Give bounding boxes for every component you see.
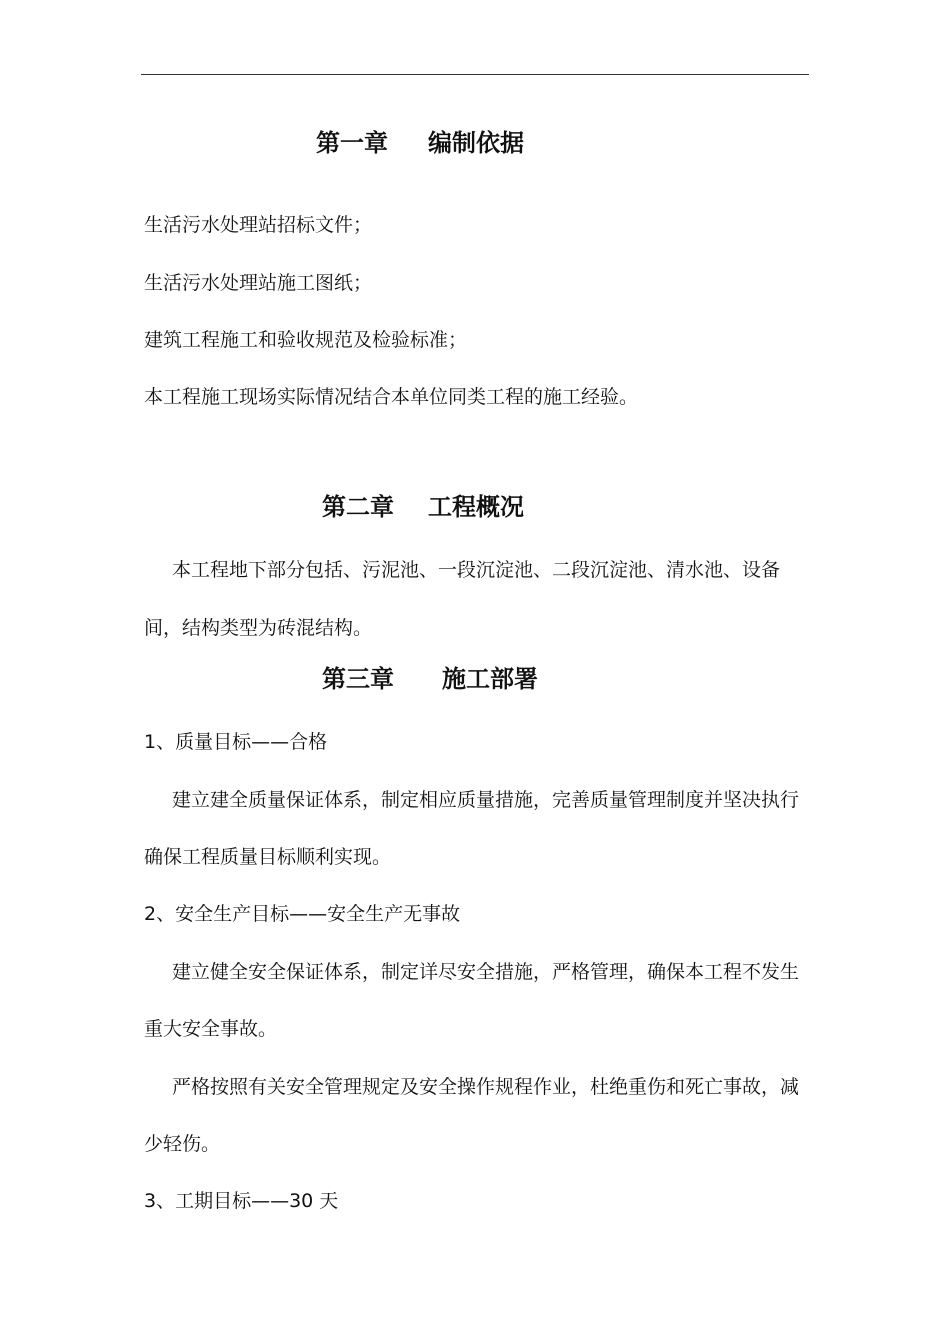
overview-line-1: 本工程地下部分包括、污泥池、一段沉淀池、二段沉淀池、清水池、设备	[172, 559, 781, 581]
safety-p1-line-1: 建立健全安全保证体系，制定详尽安全措施，严格管理，确保本工程不发生	[172, 961, 800, 983]
schedule-heading: 3、工期目标——30 天	[144, 1190, 339, 1212]
safety-p1-line-2: 重大安全事故。	[144, 1018, 278, 1040]
basis-item-2: 生活污水处理站施工图纸；	[144, 272, 373, 294]
header-rule	[141, 74, 809, 75]
chapter-1-heading	[316, 127, 524, 159]
chapter-1-label: 第一章	[316, 129, 388, 157]
chapter-3-heading	[322, 663, 538, 695]
quality-line-2: 确保工程质量目标顺利实现。	[144, 846, 392, 868]
basis-item-3: 建筑工程施工和验收规范及检验标准；	[144, 329, 468, 351]
safety-heading: 2、安全生产目标——安全生产无事故	[144, 903, 461, 925]
safety-p2-line-2: 少轻伤。	[144, 1133, 221, 1155]
basis-item-4: 本工程施工现场实际情况结合本单位同类工程的施工经验。	[144, 386, 639, 408]
chapter-3-title: 施工部署	[442, 665, 538, 693]
overview-line-2: 间，结构类型为砖混结构。	[144, 617, 373, 639]
quality-line-1: 建立建全质量保证体系，制定相应质量措施，完善质量管理制度并坚决执行	[172, 789, 800, 811]
chapter-2-heading	[322, 491, 524, 523]
safety-p2-line-1: 严格按照有关安全管理规定及安全操作规程作业，杜绝重伤和死亡事故，减	[172, 1076, 800, 1098]
chapter-1-title: 编制依据	[428, 129, 524, 157]
basis-item-1: 生活污水处理站招标文件；	[144, 214, 373, 236]
quality-heading: 1、质量目标——合格	[144, 731, 328, 753]
chapter-2-title: 工程概况	[428, 493, 524, 521]
chapter-2-label: 第二章	[322, 493, 394, 521]
chapter-3-label: 第三章	[322, 665, 394, 693]
